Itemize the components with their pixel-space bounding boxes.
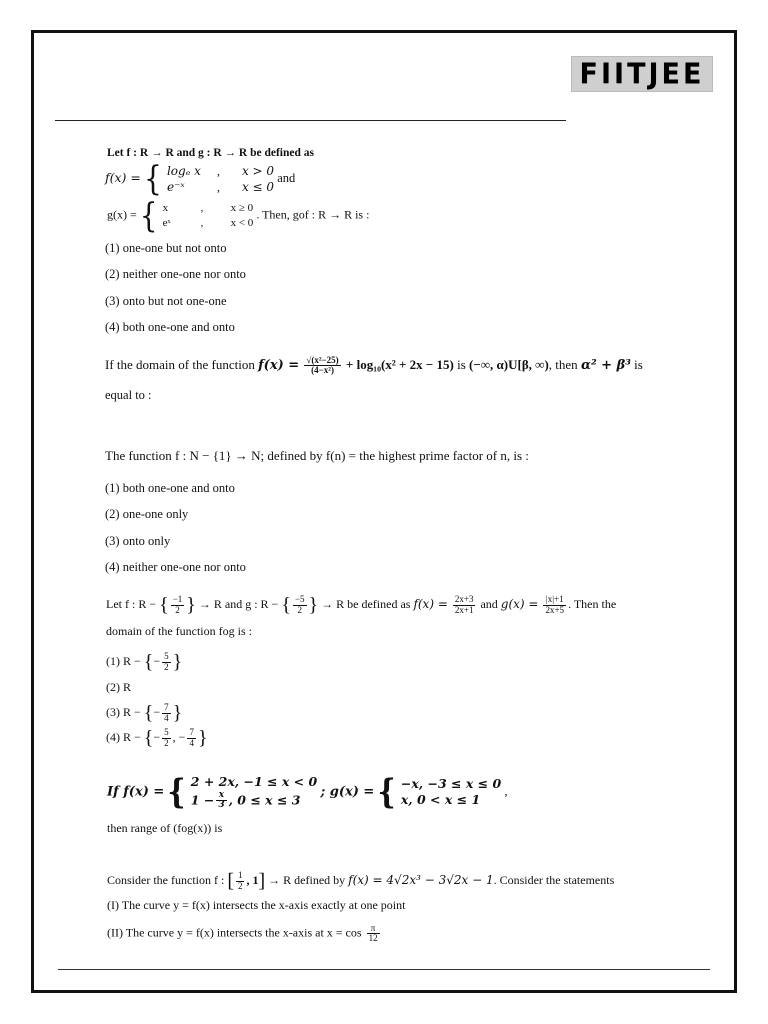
q1-option-4: (4) both one-one and onto [105,320,235,334]
q6-stem: Consider the function f : [ $\frac{1}{2}$ , 1] → R defined by f(x) = 4√2x³ − 3√2x − 1. Consider the statements [107,870,615,892]
q4-stem-line2: domain of the function fog is : [106,624,252,638]
q3-option-1: (1) both one-one and onto [105,481,235,495]
q2-stem-line2: equal to : [105,388,152,402]
header-rule [55,120,566,121]
left-brace-icon: { [139,195,158,236]
q5-stem-line2: then range of (fog(x)) is [107,821,223,835]
q1-option-1: (1) one-one but not onto [105,241,227,255]
q4-option-1: (1) R − {− $\frac{5}{2}$ } [106,651,183,673]
q3-option-3: (3) onto only [105,534,171,548]
left-brace-icon: { [377,771,396,812]
q3-option-2: (2) one-one only [105,507,189,521]
q3-stem: The function f : N − {1} → N; defined by f(n) = the highest prime factor of n, is : [105,448,529,463]
q6-statement-1: (I) The curve y = f(x) intersects the x-axis exactly at one point [107,898,406,912]
q4-stem: Let f : R − { $\frac{-1}{2}$ } → R and g : R − { $\frac{-5}{2}$ } → R be defined as f(x) = $\frac{2x+3}{2x+1}$ and g(x) = $\frac{|x|+1}{2x+5}$ . Then the [106,594,617,616]
left-brace-icon: { [144,158,162,199]
q1-intro: Let f : R → R and g : R → R be defined as [107,147,314,159]
q3-option-4: (4) neither one-one nor onto [105,560,246,574]
left-brace-icon: { [167,771,186,812]
q2-stem: If the domain of the function f(x) = $\frac{\text{√(x²−25)}}{\text{(4−x²)}}$ + log₁₀(x² + 2x − 15) is (−∞, α)U[β, ∞), then α² + β³ is [105,355,643,376]
q5-stem: If f(x) = { 2 + 2x, −1 ≤ x < 0 1 − $\frac{x}{3}$ , 0 ≤ x ≤ 3 ; g(x) = { −x, −3 ≤ x ≤ 0 x, 0 < x ≤ 1 , [107,771,508,812]
q1-g-definition: g(x) = { x , x ≥ 0 eˣ , x < 0 . Then, gof : R → R is : [107,195,370,236]
footer-rule [58,969,710,970]
q1-option-3: (3) onto but not one-one [105,294,227,308]
q6-statement-2: (II) The curve y = f(x) intersects the x-axis at x = cos $\frac{\pi}{12}$ [107,923,378,944]
q4-option-2: (2) R [106,680,131,694]
q4-option-3: (3) R − {− $\frac{7}{4}$ } [106,702,183,724]
q4-option-4: (4) R − {− $\frac{5}{2}$ , − $\frac{7}{4}$ } [106,727,208,749]
q1-option-2: (2) neither one-one nor onto [105,267,246,281]
q1-f-definition: f(x) = { logₑ x , x > 0 e⁻ˣ , x ≤ 0 and [105,158,296,199]
fiitjee-logo: FIITJEE [571,56,713,92]
